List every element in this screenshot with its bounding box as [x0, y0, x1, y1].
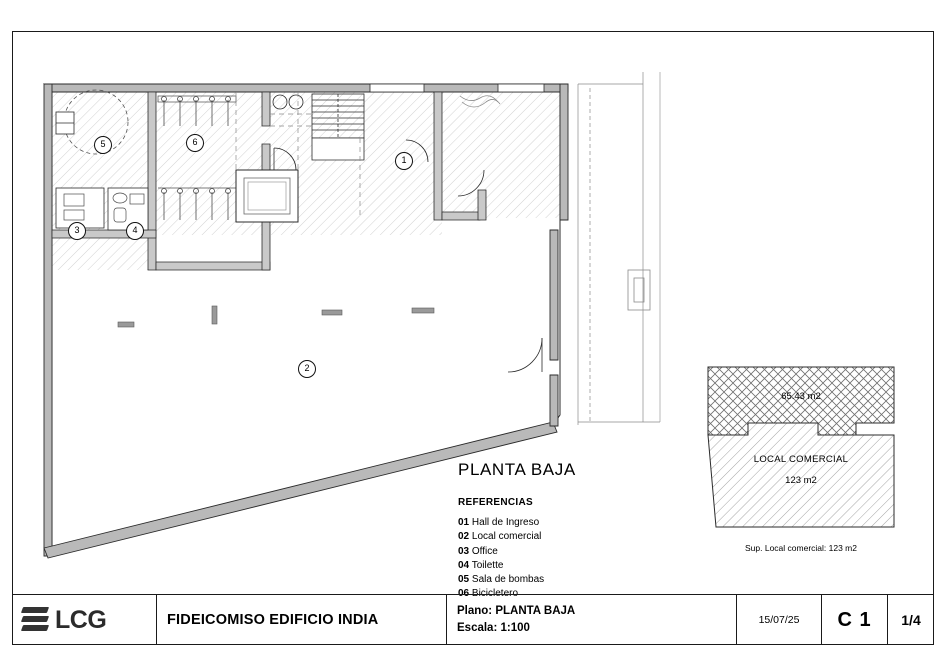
reference-item [458, 573, 544, 587]
reference-label: Toilette [471, 559, 504, 571]
plan-title: PLANTA BAJA [458, 460, 576, 479]
logo-text: LCG [55, 605, 107, 634]
reference-item [458, 516, 544, 530]
reference-label: Office [471, 545, 498, 557]
reference-number: 06 [458, 588, 470, 600]
plan-date: 15/07/25 [737, 595, 822, 645]
room-tag-1: 1 [395, 152, 413, 170]
sheet-page-number: 1/4 [901, 612, 921, 628]
key-plan [706, 365, 896, 553]
key-plan-area-main: 123 m2 [785, 475, 817, 486]
room-tag-3: 3 [68, 222, 86, 240]
reference-number: 03 [458, 545, 470, 557]
sheet-code: C 1 [822, 595, 888, 645]
plan-name: Plano: PLANTA BAJA [457, 605, 576, 618]
key-plan-label: LOCAL COMERCIAL [753, 454, 849, 465]
reference-number: 02 [458, 531, 470, 543]
room-tag-6: 6 [186, 134, 204, 152]
client-name: FIDEICOMISO EDIFICIO INDIA [157, 595, 447, 645]
references-block [458, 496, 544, 601]
references-heading: REFERENCIAS [458, 497, 533, 508]
key-plan-footnote: Sup. Local comercial: 123 m2 [745, 543, 857, 553]
room-tag-2: 2 [298, 360, 316, 378]
lcg-logo-icon [22, 607, 48, 633]
logo-cell [12, 595, 157, 645]
reference-label: Sala de bombas [471, 574, 545, 586]
key-plan-area-top: 65.43 m2 [781, 391, 821, 402]
room-tag-4: 4 [126, 222, 144, 240]
reference-label: Local comercial [471, 531, 542, 543]
reference-item [458, 530, 544, 544]
reference-number: 05 [458, 574, 470, 586]
reference-number: 01 [458, 517, 470, 529]
reference-label: Bicicletero [471, 588, 519, 600]
title-block [12, 594, 934, 645]
plan-info-cell [447, 595, 737, 645]
floor-plan-drawing [30, 70, 680, 570]
reference-item [458, 545, 544, 559]
room-tag-5: 5 [94, 136, 112, 154]
reference-item [458, 559, 544, 573]
plan-scale: Escala: 1:100 [457, 622, 530, 634]
reference-label: Hall de Ingreso [471, 517, 540, 529]
reference-number: 04 [458, 559, 470, 571]
